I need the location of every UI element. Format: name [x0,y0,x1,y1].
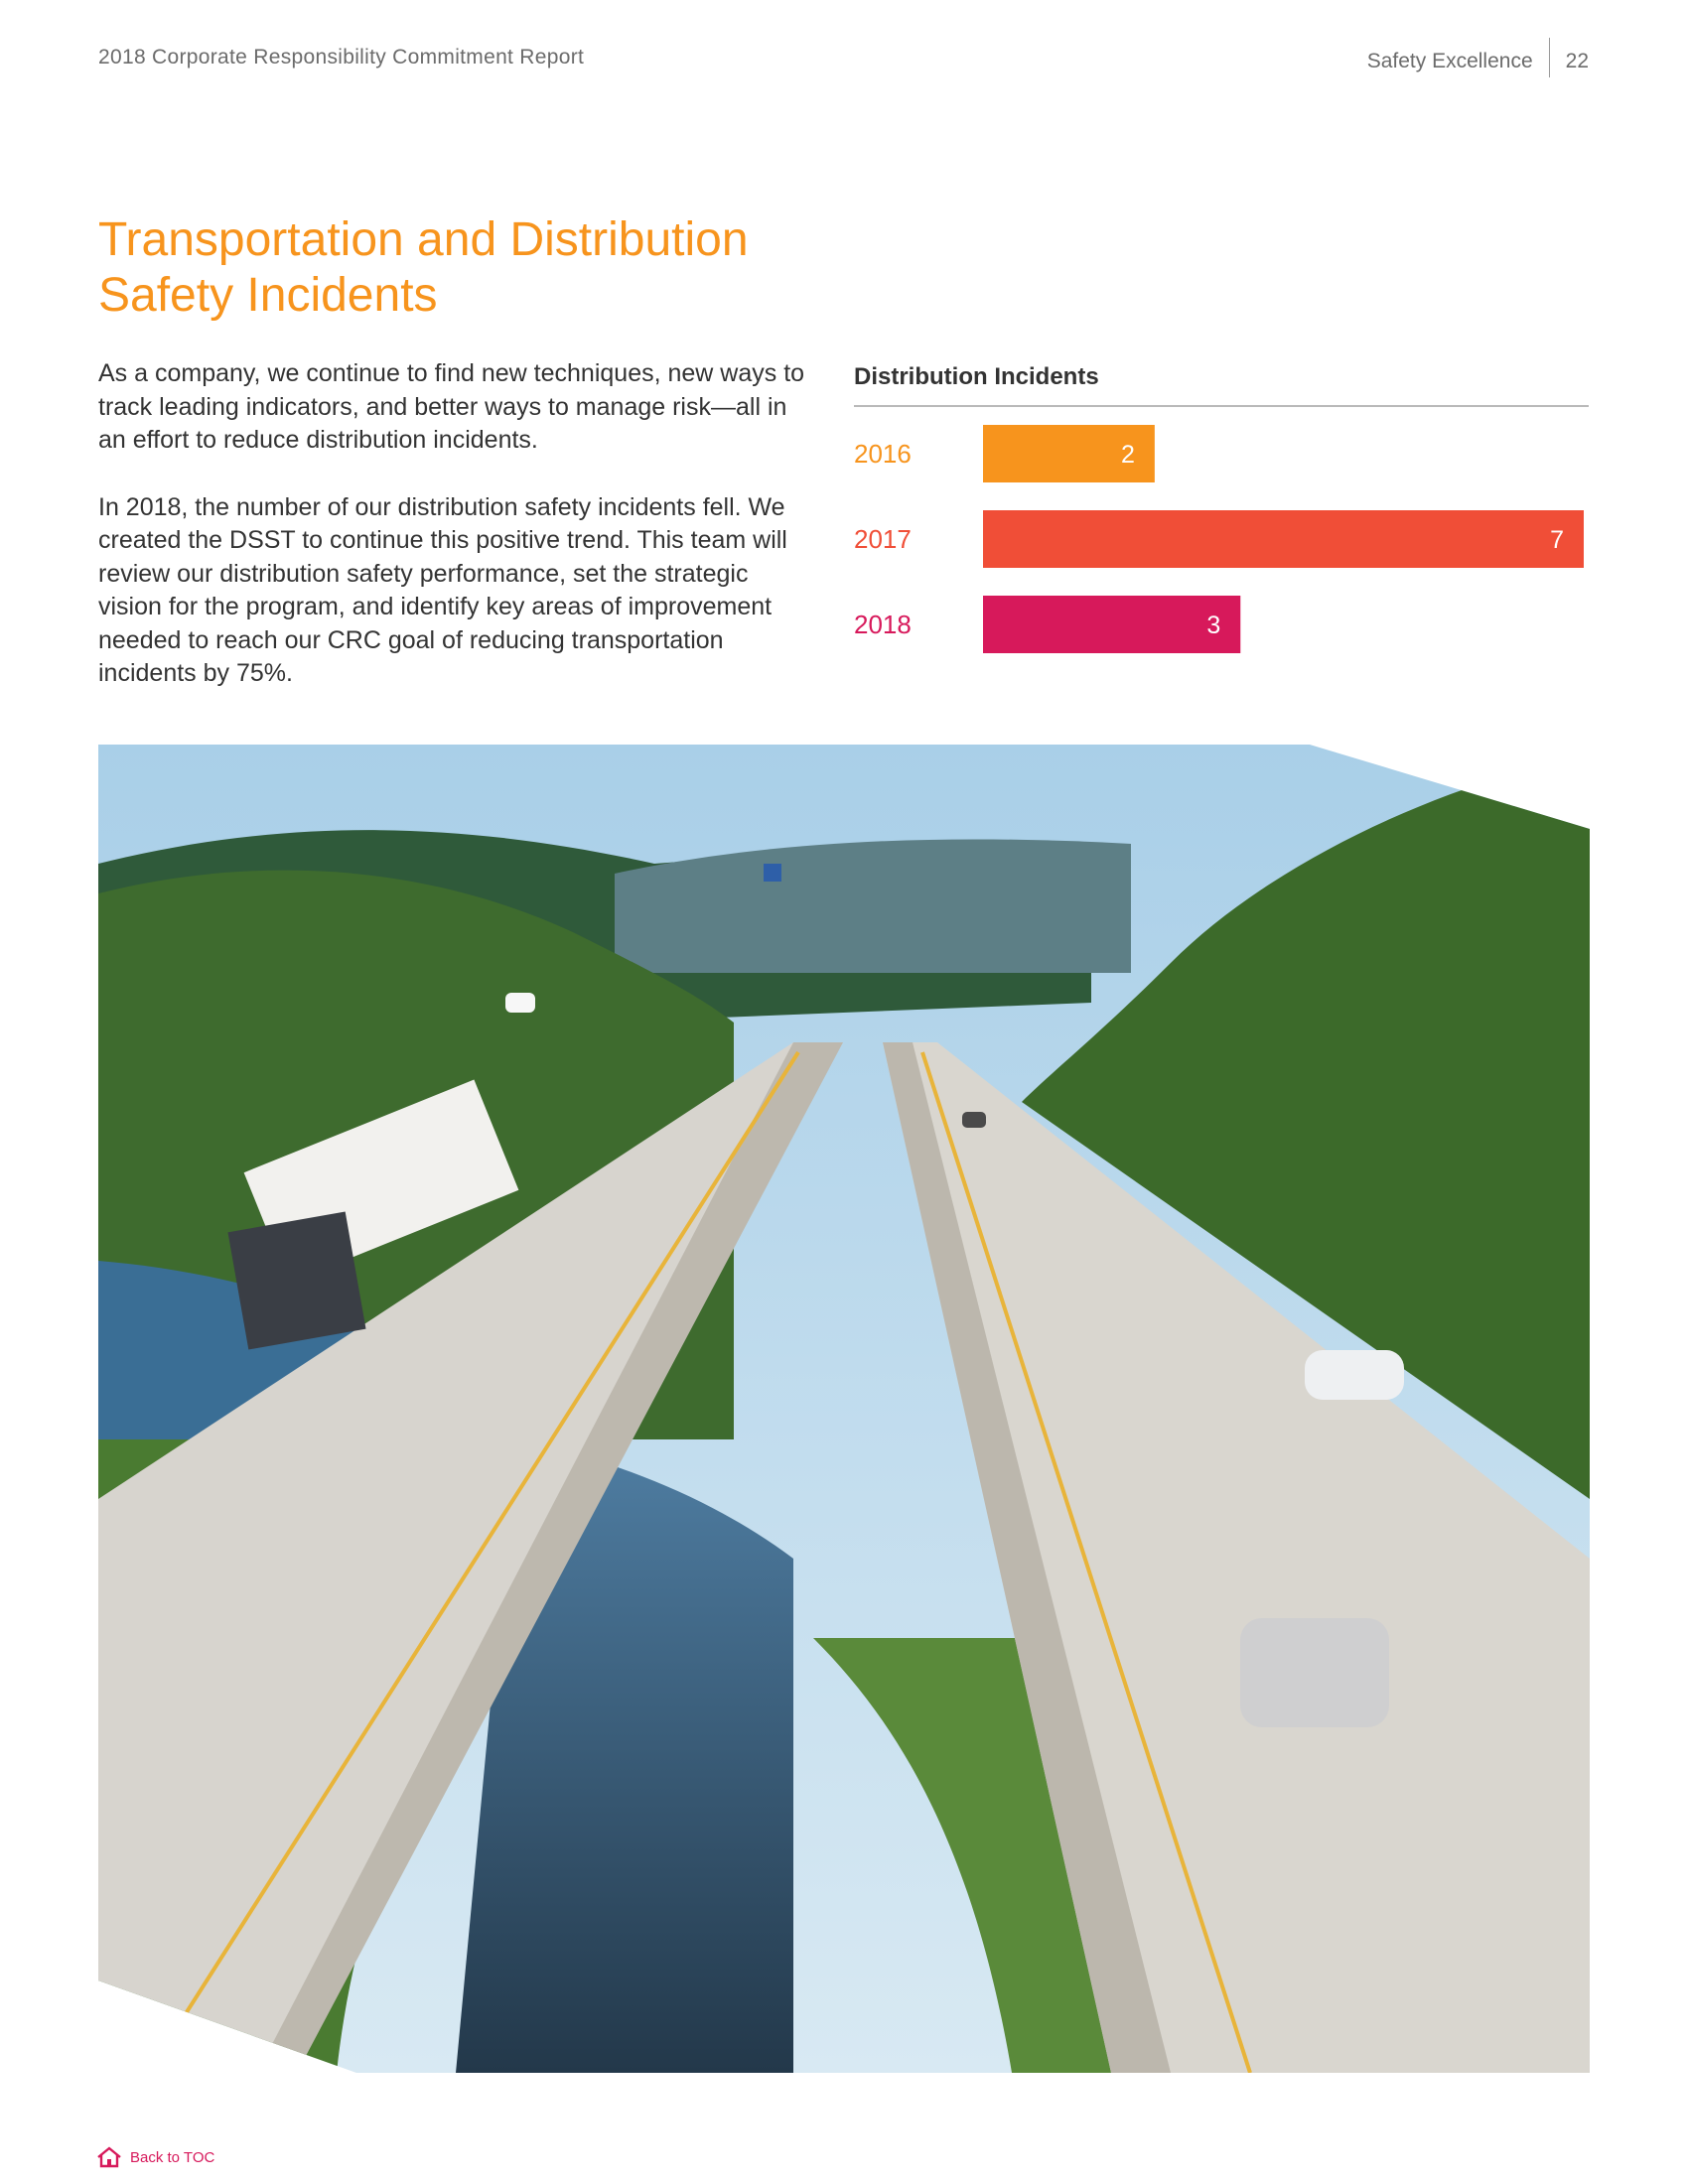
section-name: Safety Excellence [1366,50,1533,72]
bar-value-2018: 3 [1206,612,1221,639]
category-label-2017: 2017 [854,524,912,554]
page-title [98,212,853,324]
back-to-toc-link[interactable] [96,2146,214,2168]
bar-value-2017: 7 [1550,526,1564,554]
category-label-2018: 2018 [854,610,912,639]
highway-bridge-illustration [98,745,1590,2073]
bar-value-2016: 2 [1120,441,1135,469]
back-to-toc-label: Back to TOC [130,2148,215,2166]
category-label-2016: 2016 [854,439,912,469]
highway-bridge-photo [98,745,1590,2073]
home-icon [96,2146,122,2168]
header-section [1367,46,1589,77]
title-line-2: Safety Incidents [98,269,438,322]
title-line-1: Transportation and Distribution [98,213,749,266]
distribution-incidents-chart [854,357,1589,675]
page-number: 22 [1565,50,1589,72]
report-title: 2018 Corporate Responsibility Commitment Report [98,46,585,68]
bar-2018 [983,596,1240,653]
bar-2017 [983,510,1584,568]
header-divider [1549,38,1550,77]
paragraph-1: As a company, we continue to find new techniques, new ways to track leading indicators, and better ways to manage risk—all in an effort to reduce distribution incidents. [98,359,805,454]
chart-canvas [854,357,1589,675]
paragraph-2: In 2018, the number of our distribution safety incidents fell. We created the DSST to continue this positive trend. This team will review our distribution safety performance, set the strategic vision for the program, and identify key areas of improvement needed to reach our CRC goal of reducing transportation incidents by 75%. [98,492,787,687]
body-text [98,357,813,725]
chart-title: Distribution Incidents [854,363,1099,390]
